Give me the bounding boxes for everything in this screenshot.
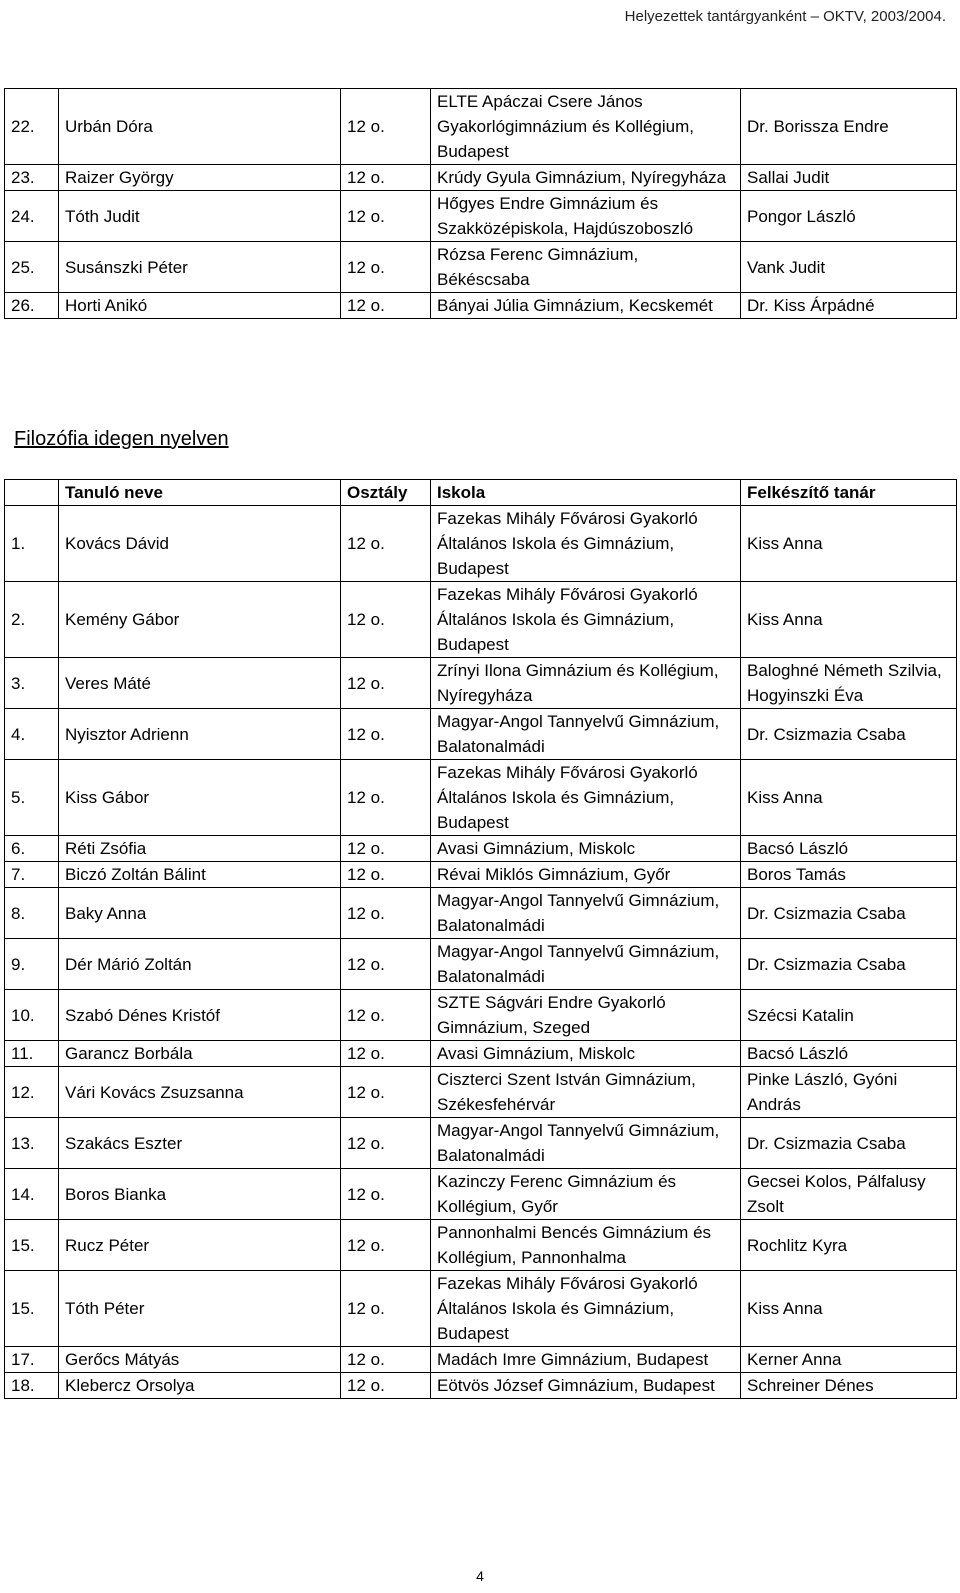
school-cell: SZTE Ságvári Endre Gyakorló Gimnázium, Szeged: [431, 990, 741, 1041]
student-name: Boros Bianka: [59, 1169, 341, 1220]
row-number: 11.: [5, 1041, 59, 1067]
running-header: Helyezettek tantárgyanként – OKTV, 2003/2004.: [624, 8, 946, 25]
school-cell: Zrínyi Ilona Gimnázium és Kollégium, Nyíregyháza: [431, 658, 741, 709]
teacher-cell: Bacsó László: [741, 1041, 957, 1067]
school-cell: Fazekas Mihály Fővárosi Gyakorló Általános Iskola és Gimnázium, Budapest: [431, 1271, 741, 1347]
header-teacher: Felkészítő tanár: [741, 480, 957, 506]
school-cell: Madách Imre Gimnázium, Budapest: [431, 1347, 741, 1373]
table-row: [5, 836, 957, 862]
row-number: 2.: [5, 582, 59, 658]
school-cell: Eötvös József Gimnázium, Budapest: [431, 1373, 741, 1399]
header-school: Iskola: [431, 480, 741, 506]
class-cell: 12 o.: [341, 1041, 431, 1067]
student-name: Rucz Péter: [59, 1220, 341, 1271]
table-header-row: [5, 480, 957, 506]
row-number: 17.: [5, 1347, 59, 1373]
row-number: 6.: [5, 836, 59, 862]
school-cell: Avasi Gimnázium, Miskolc: [431, 836, 741, 862]
table-row: [5, 1347, 957, 1373]
results-table-continued: [4, 88, 957, 319]
student-name: Nyisztor Adrienn: [59, 709, 341, 760]
table-row: [5, 1271, 957, 1347]
table-row: [5, 165, 957, 191]
row-number: 7.: [5, 862, 59, 888]
results-table-body: [5, 506, 957, 1399]
row-number: 13.: [5, 1118, 59, 1169]
table-row: [5, 1220, 957, 1271]
row-number: 10.: [5, 990, 59, 1041]
school-cell: Fazekas Mihály Fővárosi Gyakorló Általános Iskola és Gimnázium, Budapest: [431, 506, 741, 582]
teacher-cell: Rochlitz Kyra: [741, 1220, 957, 1271]
table-row: [5, 760, 957, 836]
student-name: Szakács Eszter: [59, 1118, 341, 1169]
table-row: [5, 1041, 957, 1067]
class-cell: 12 o.: [341, 242, 431, 293]
school-cell: Magyar-Angol Tannyelvű Gimnázium, Balatonalmádi: [431, 1118, 741, 1169]
student-name: Szabó Dénes Kristóf: [59, 990, 341, 1041]
school-cell: Hőgyes Endre Gimnázium és Szakközépiskola, Hajdúszoboszló: [431, 191, 741, 242]
row-number: 26.: [5, 293, 59, 319]
section-title: Filozófia idegen nyelven: [14, 428, 229, 450]
class-cell: 12 o.: [341, 191, 431, 242]
table-row: [5, 89, 957, 165]
teacher-cell: Bacsó László: [741, 836, 957, 862]
teacher-cell: Dr. Kiss Árpádné: [741, 293, 957, 319]
student-name: Raizer György: [59, 165, 341, 191]
row-number: 8.: [5, 888, 59, 939]
table-row: [5, 709, 957, 760]
teacher-cell: Dr. Csizmazia Csaba: [741, 939, 957, 990]
results-table-body: [5, 89, 957, 319]
table-row: [5, 1169, 957, 1220]
school-cell: Fazekas Mihály Fővárosi Gyakorló Általános Iskola és Gimnázium, Budapest: [431, 760, 741, 836]
student-name: Kemény Gábor: [59, 582, 341, 658]
student-name: Kovács Dávid: [59, 506, 341, 582]
class-cell: 12 o.: [341, 582, 431, 658]
class-cell: 12 o.: [341, 1118, 431, 1169]
table-row: [5, 191, 957, 242]
teacher-cell: Pinke László, Gyóni András: [741, 1067, 957, 1118]
school-cell: Avasi Gimnázium, Miskolc: [431, 1041, 741, 1067]
teacher-cell: Dr. Csizmazia Csaba: [741, 1118, 957, 1169]
school-cell: Krúdy Gyula Gimnázium, Nyíregyháza: [431, 165, 741, 191]
table-row: [5, 1373, 957, 1399]
student-name: Tóth Judit: [59, 191, 341, 242]
teacher-cell: Szécsi Katalin: [741, 990, 957, 1041]
class-cell: 12 o.: [341, 293, 431, 319]
table-row: [5, 242, 957, 293]
class-cell: 12 o.: [341, 990, 431, 1041]
class-cell: 12 o.: [341, 862, 431, 888]
row-number: 22.: [5, 89, 59, 165]
results-table-philosophy: [4, 479, 957, 1399]
school-cell: Magyar-Angol Tannyelvű Gimnázium, Balatonalmádi: [431, 939, 741, 990]
row-number: 14.: [5, 1169, 59, 1220]
teacher-cell: Baloghné Németh Szilvia, Hogyinszki Éva: [741, 658, 957, 709]
school-cell: Bányai Júlia Gimnázium, Kecskemét: [431, 293, 741, 319]
class-cell: 12 o.: [341, 506, 431, 582]
table-row: [5, 888, 957, 939]
table-row: [5, 658, 957, 709]
school-cell: ELTE Apáczai Csere János Gyakorlógimnázium és Kollégium, Budapest: [431, 89, 741, 165]
row-number: 9.: [5, 939, 59, 990]
class-cell: 12 o.: [341, 89, 431, 165]
student-name: Urbán Dóra: [59, 89, 341, 165]
student-name: Biczó Zoltán Bálint: [59, 862, 341, 888]
student-name: Susánszki Péter: [59, 242, 341, 293]
teacher-cell: Kiss Anna: [741, 1271, 957, 1347]
school-cell: Rózsa Ferenc Gimnázium, Békéscsaba: [431, 242, 741, 293]
row-number: 4.: [5, 709, 59, 760]
row-number: 23.: [5, 165, 59, 191]
teacher-cell: Kiss Anna: [741, 582, 957, 658]
row-number: 18.: [5, 1373, 59, 1399]
student-name: Baky Anna: [59, 888, 341, 939]
student-name: Veres Máté: [59, 658, 341, 709]
student-name: Garancz Borbála: [59, 1041, 341, 1067]
row-number: 24.: [5, 191, 59, 242]
class-cell: 12 o.: [341, 1347, 431, 1373]
student-name: Dér Márió Zoltán: [59, 939, 341, 990]
class-cell: 12 o.: [341, 939, 431, 990]
teacher-cell: Kerner Anna: [741, 1347, 957, 1373]
row-number: 15.: [5, 1271, 59, 1347]
row-number: 12.: [5, 1067, 59, 1118]
teacher-cell: Gecsei Kolos, Pálfalusy Zsolt: [741, 1169, 957, 1220]
table-row: [5, 506, 957, 582]
header-student-name: Tanuló neve: [59, 480, 341, 506]
table-row: [5, 862, 957, 888]
table-row: [5, 293, 957, 319]
class-cell: 12 o.: [341, 836, 431, 862]
table-row: [5, 939, 957, 990]
header-class: Osztály: [341, 480, 431, 506]
class-cell: 12 o.: [341, 760, 431, 836]
student-name: Réti Zsófia: [59, 836, 341, 862]
class-cell: 12 o.: [341, 1169, 431, 1220]
school-cell: Fazekas Mihály Fővárosi Gyakorló Általános Iskola és Gimnázium, Budapest: [431, 582, 741, 658]
table-row: [5, 1067, 957, 1118]
school-cell: Magyar-Angol Tannyelvű Gimnázium, Balatonalmádi: [431, 709, 741, 760]
school-cell: Kazinczy Ferenc Gimnázium és Kollégium, Győr: [431, 1169, 741, 1220]
teacher-cell: Kiss Anna: [741, 506, 957, 582]
class-cell: 12 o.: [341, 1373, 431, 1399]
school-cell: Ciszterci Szent István Gimnázium, Székesfehérvár: [431, 1067, 741, 1118]
row-number: 25.: [5, 242, 59, 293]
teacher-cell: Dr. Borissza Endre: [741, 89, 957, 165]
header-number: [5, 480, 59, 506]
class-cell: 12 o.: [341, 1271, 431, 1347]
teacher-cell: Pongor László: [741, 191, 957, 242]
teacher-cell: Dr. Csizmazia Csaba: [741, 888, 957, 939]
student-name: Gerőcs Mátyás: [59, 1347, 341, 1373]
teacher-cell: Sallai Judit: [741, 165, 957, 191]
student-name: Klebercz Orsolya: [59, 1373, 341, 1399]
student-name: Tóth Péter: [59, 1271, 341, 1347]
class-cell: 12 o.: [341, 1220, 431, 1271]
school-cell: Magyar-Angol Tannyelvű Gimnázium, Balatonalmádi: [431, 888, 741, 939]
student-name: Kiss Gábor: [59, 760, 341, 836]
class-cell: 12 o.: [341, 658, 431, 709]
teacher-cell: Schreiner Dénes: [741, 1373, 957, 1399]
teacher-cell: Dr. Csizmazia Csaba: [741, 709, 957, 760]
row-number: 5.: [5, 760, 59, 836]
teacher-cell: Kiss Anna: [741, 760, 957, 836]
page-number: 4: [476, 1568, 484, 1584]
row-number: 3.: [5, 658, 59, 709]
row-number: 1.: [5, 506, 59, 582]
table-row: [5, 1118, 957, 1169]
table-row: [5, 582, 957, 658]
class-cell: 12 o.: [341, 1067, 431, 1118]
teacher-cell: Vank Judit: [741, 242, 957, 293]
class-cell: 12 o.: [341, 888, 431, 939]
school-cell: Révai Miklós Gimnázium, Győr: [431, 862, 741, 888]
teacher-cell: Boros Tamás: [741, 862, 957, 888]
class-cell: 12 o.: [341, 709, 431, 760]
student-name: Vári Kovács Zsuzsanna: [59, 1067, 341, 1118]
student-name: Horti Anikó: [59, 293, 341, 319]
table-row: [5, 990, 957, 1041]
class-cell: 12 o.: [341, 165, 431, 191]
school-cell: Pannonhalmi Bencés Gimnázium és Kollégium, Pannonhalma: [431, 1220, 741, 1271]
row-number: 15.: [5, 1220, 59, 1271]
